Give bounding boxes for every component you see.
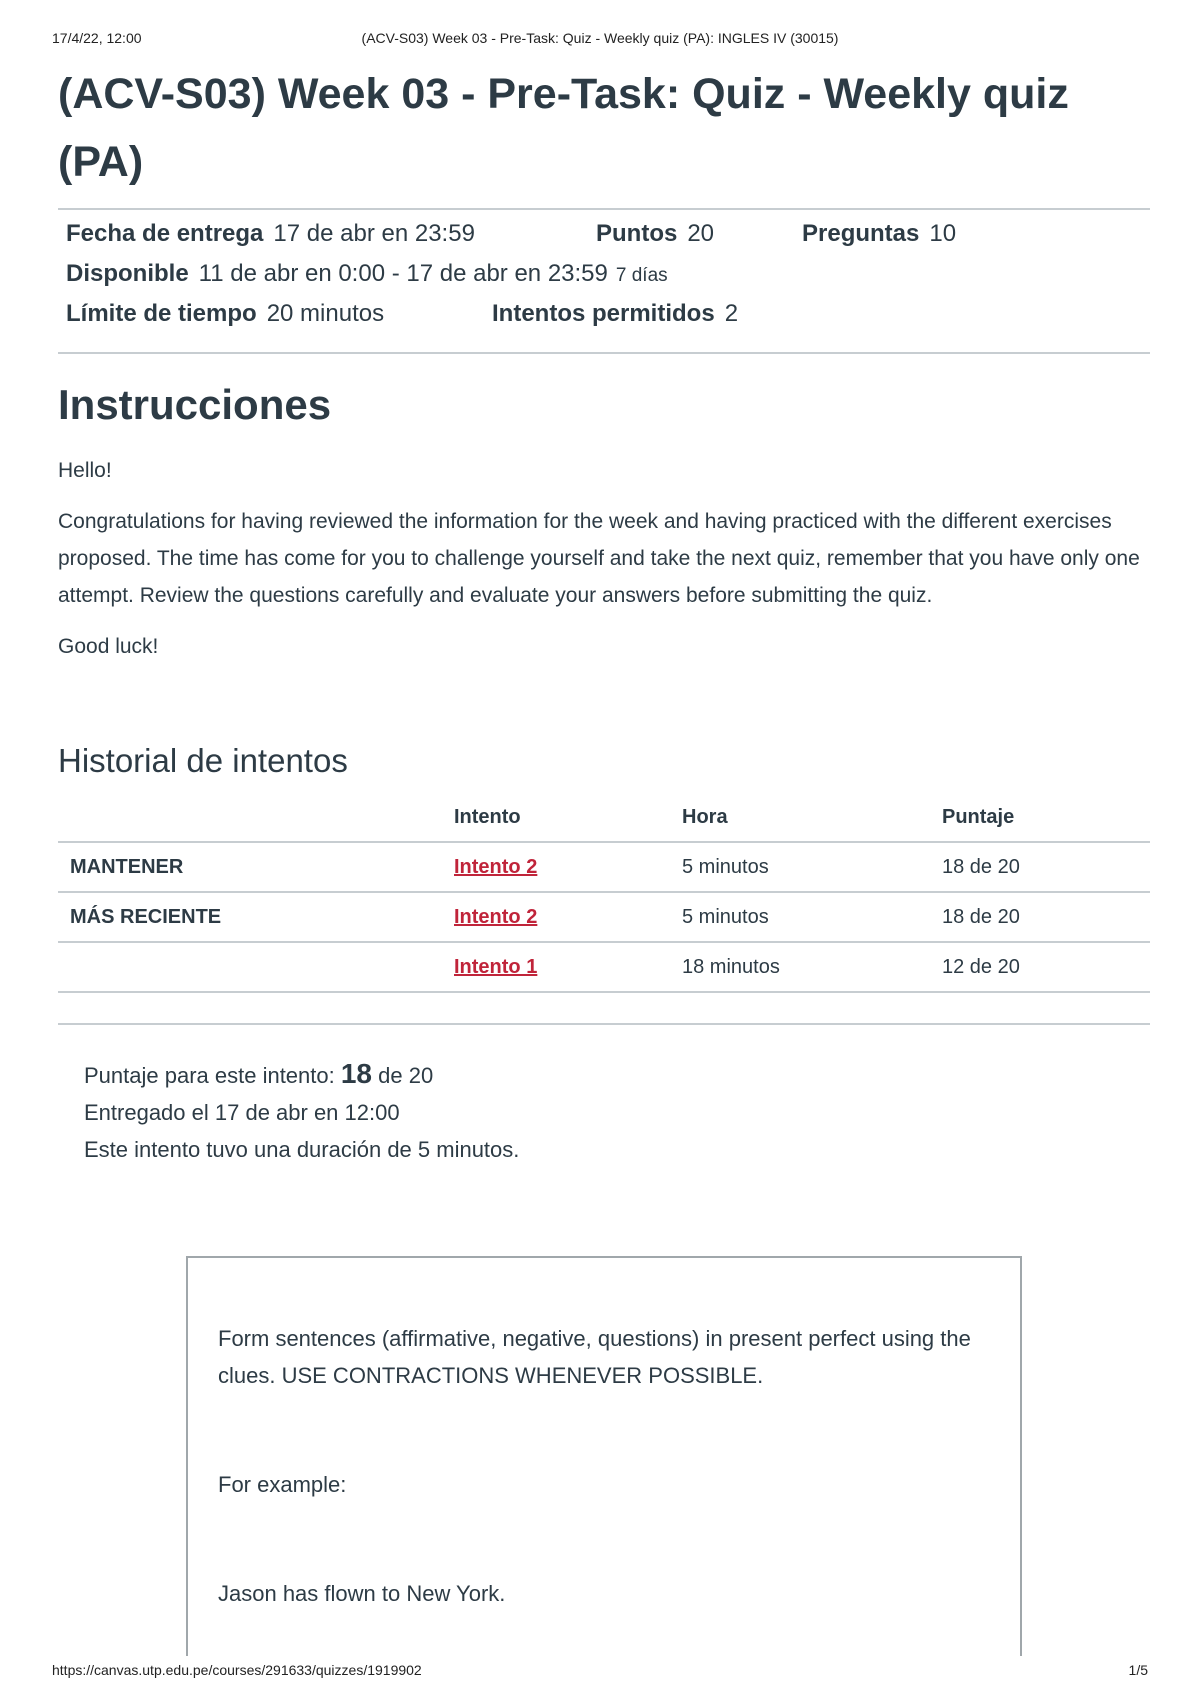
history-heading: Historial de intentos — [58, 742, 348, 779]
questions-value: 10 — [929, 220, 957, 247]
score-value: 18 — [340, 1058, 373, 1089]
points-value: 20 — [687, 220, 715, 247]
page-title: (ACV-S03) Week 03 - Pre-Task: Quiz - Weekly quiz (PA) — [58, 70, 1069, 186]
allowed-attempts-value: 2 — [724, 300, 739, 327]
due-date — [66, 220, 596, 248]
instructions-heading: Instrucciones — [58, 381, 332, 428]
allowed-attempts-label: Intentos permitidos — [492, 300, 715, 327]
attempt-tag: MANTENER — [58, 842, 442, 892]
attempt-time: 18 minutos — [670, 942, 930, 992]
points — [596, 220, 802, 248]
allowed-attempts — [492, 300, 738, 328]
table-header-row — [58, 793, 1150, 842]
score-suffix: de 20 — [378, 1063, 434, 1088]
attempt-result — [84, 1055, 1150, 1168]
time-limit — [66, 300, 492, 328]
attempt-link[interactable]: Intento 2 — [454, 855, 538, 878]
availability-days: 7 días — [615, 265, 668, 286]
attempt-time: 5 minutos — [670, 842, 930, 892]
column-header: Intento — [442, 793, 670, 842]
table-row — [58, 942, 1150, 992]
submitted-date: Entregado el 17 de abr en 12:00 — [84, 1100, 400, 1125]
example-label: For example: — [218, 1472, 347, 1497]
column-header: Puntaje — [930, 793, 1150, 842]
attempt-history-table — [58, 793, 1150, 993]
divider — [58, 1023, 1150, 1025]
column-header: Hora — [670, 793, 930, 842]
attempt-time: 5 minutos — [670, 892, 930, 942]
availability-label: Disponible — [66, 260, 189, 287]
due-date-value: 17 de abr en 23:59 — [273, 220, 475, 247]
divider — [58, 352, 1150, 354]
attempt-link[interactable]: Intento 2 — [454, 905, 538, 928]
quiz-content — [58, 60, 1150, 1168]
attempt-score: 12 de 20 — [930, 942, 1150, 992]
points-label: Puntos — [596, 220, 678, 247]
print-document-title: (ACV-S03) Week 03 - Pre-Task: Quiz - Weekly quiz (PA): INGLES IV (30015) — [361, 30, 839, 46]
attempt-score-line — [84, 1055, 1150, 1094]
page-number: 1/5 — [1128, 1662, 1148, 1678]
availability — [66, 260, 668, 288]
questions-count — [802, 220, 956, 248]
print-footer — [52, 1662, 1148, 1682]
due-date-label: Fecha de entrega — [66, 220, 264, 247]
question-instructions: Form sentences (affirmative, negative, questions) in present perfect using the clues. USE CONTRACTIONS WHENEVER POSSIBLE. — [218, 1326, 971, 1388]
instructions-paragraph: Congratulations for having reviewed the information for the week and having practiced with the different exercises proposed. The time has come for you to challenge yourself and take the next quiz, remember that you have only one attempt. Review the questions carefully and evaluate your answers before submitting the quiz. — [58, 510, 1140, 607]
attempt-duration: Este intento tuvo una duración de 5 minutos. — [84, 1137, 520, 1162]
table-row — [58, 842, 1150, 892]
table-row — [58, 892, 1150, 942]
time-limit-value: 20 minutos — [266, 300, 385, 327]
availability-value: 11 de abr en 0:00 - 17 de abr en 23:59 — [198, 260, 608, 287]
instructions-body — [58, 452, 1150, 665]
time-limit-label: Límite de tiempo — [66, 300, 257, 327]
page-url: https://canvas.utp.edu.pe/courses/291633/quizzes/1919902 — [52, 1662, 422, 1678]
quiz-details — [58, 210, 1150, 352]
questions-label: Preguntas — [802, 220, 920, 247]
attempt-tag: MÁS RECIENTE — [58, 892, 442, 942]
column-header — [58, 793, 442, 842]
attempt-score: 18 de 20 — [930, 842, 1150, 892]
attempt-score: 18 de 20 — [930, 892, 1150, 942]
score-prefix: Puntaje para este intento: — [84, 1063, 335, 1088]
instructions-paragraph: Good luck! — [58, 635, 159, 658]
example-sentence: Jason has flown to New York. — [218, 1581, 506, 1606]
question-card — [186, 1256, 1022, 1656]
attempt-link[interactable]: Intento 1 — [454, 955, 538, 978]
print-header — [52, 30, 1148, 50]
attempt-tag — [58, 942, 442, 992]
instructions-paragraph: Hello! — [58, 459, 112, 482]
print-datetime: 17/4/22, 12:00 — [52, 30, 142, 46]
